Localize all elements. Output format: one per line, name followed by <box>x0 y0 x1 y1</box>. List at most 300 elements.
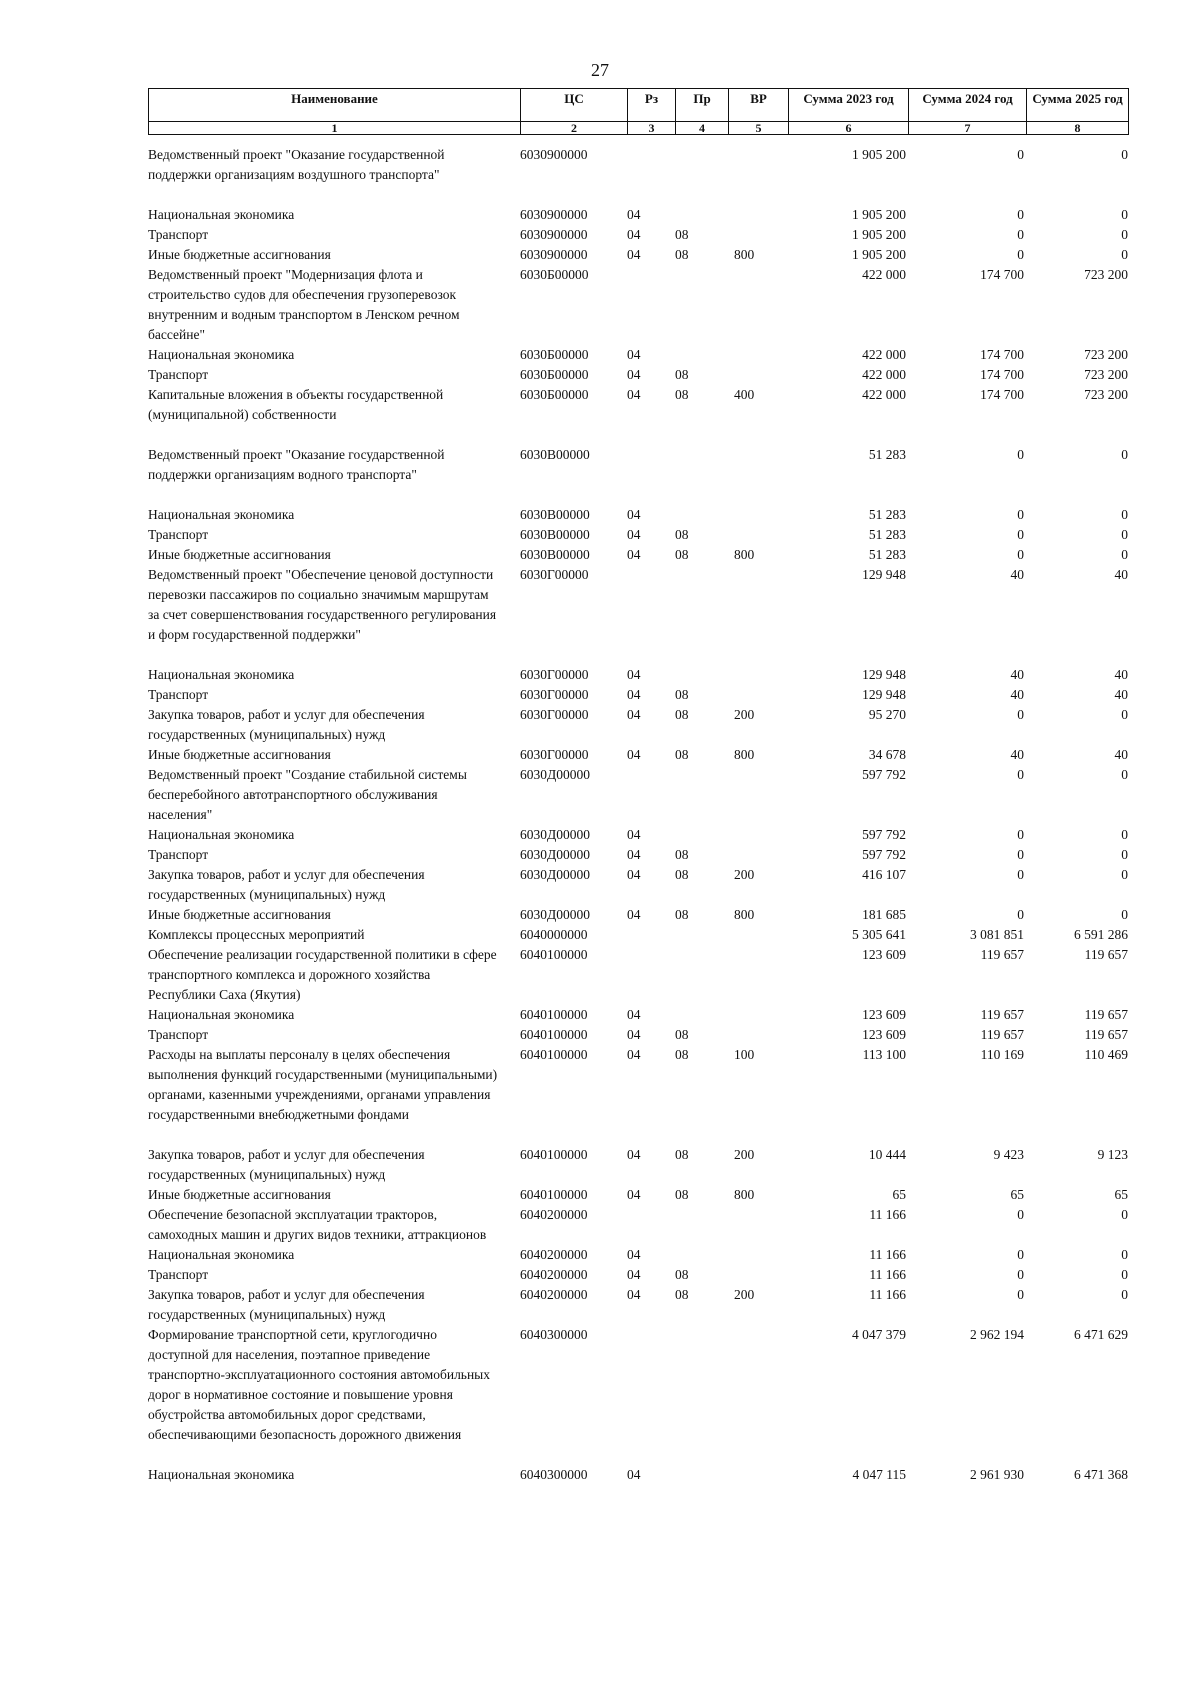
row-vr: 800 <box>734 1187 755 1202</box>
table-body <box>148 145 1128 1485</box>
table-row <box>148 345 1128 365</box>
row-sum-2023: 11 166 <box>869 1287 906 1302</box>
table-row <box>148 505 1128 525</box>
row-name: Национальная экономика <box>148 1467 295 1482</box>
row-rz: 04 <box>627 1147 641 1162</box>
row-name: Закупка товаров, работ и услуг для обеспечения государственных (муниципальных) нужд <box>148 1287 428 1322</box>
row-sum-2024: 40 <box>1010 567 1024 582</box>
row-sum-2023: 1 905 200 <box>852 207 906 222</box>
row-rz <box>627 145 675 185</box>
table-row <box>148 1285 1128 1325</box>
column-number: 1 <box>149 122 521 135</box>
row-sum-2023: 129 948 <box>862 687 906 702</box>
row-sum-2024: 0 <box>1017 227 1024 242</box>
row-pr <box>675 505 728 525</box>
row-cs: 6040100000 <box>520 1047 588 1062</box>
row-sum-2025: 0 <box>1121 527 1128 542</box>
table-row <box>148 665 1128 685</box>
row-vr: 200 <box>734 867 755 882</box>
row-vr <box>728 665 788 685</box>
row-sum-2025: 0 <box>1121 247 1128 262</box>
row-cs: 6040100000 <box>520 1187 588 1202</box>
row-sum-2025: 0 <box>1121 1207 1128 1222</box>
row-cs: 6030900000 <box>520 247 588 262</box>
row-vr: 100 <box>734 1047 755 1062</box>
header-sum-2023: Сумма 2023 год <box>789 89 909 122</box>
table-row <box>148 905 1128 925</box>
row-pr <box>675 145 728 185</box>
row-vr: 800 <box>734 247 755 262</box>
row-cs: 6030Г00000 <box>520 747 589 762</box>
row-pr: 08 <box>675 527 689 542</box>
row-sum-2025: 723 200 <box>1084 367 1128 382</box>
row-pr <box>675 945 728 1005</box>
row-sum-2024: 174 700 <box>980 347 1024 362</box>
page-number: 27 <box>591 60 609 80</box>
row-sum-2025: 0 <box>1121 147 1128 162</box>
row-sum-2024: 119 657 <box>980 947 1024 962</box>
row-vr: 800 <box>734 907 755 922</box>
row-sum-2023: 51 283 <box>868 507 906 522</box>
row-rz <box>627 945 675 1005</box>
row-vr: 200 <box>734 1147 755 1162</box>
row-pr <box>675 1205 728 1245</box>
row-name: Транспорт <box>148 367 209 382</box>
row-cs: 6030Г00000 <box>520 567 589 582</box>
row-sum-2023: 123 609 <box>862 1027 906 1042</box>
row-sum-2025: 0 <box>1121 447 1128 462</box>
row-sum-2023: 422 000 <box>862 387 906 402</box>
row-sum-2023: 10 444 <box>868 1147 906 1162</box>
table-row <box>148 1245 1128 1265</box>
row-name: Ведомственный проект "Создание стабильной системы бесперебойного автотранспортного обслуживания населения" <box>148 767 471 822</box>
table-row <box>148 385 1128 425</box>
row-name: Ведомственный проект "Оказание государственной поддержки организациям воздушного транспорта" <box>148 147 448 182</box>
column-number: 6 <box>789 122 909 135</box>
row-sum-2025: 65 <box>1114 1187 1128 1202</box>
table-row <box>148 225 1128 245</box>
row-sum-2023: 422 000 <box>862 347 906 362</box>
row-cs: 6030900000 <box>520 227 588 242</box>
row-cs: 6030В00000 <box>520 527 590 542</box>
row-sum-2024: 0 <box>1017 527 1024 542</box>
row-name: Ведомственный проект "Модернизация флота и строительство судов для обеспечения грузоперевозок внутренним и водным транспортом в Ленском речном бассейне" <box>148 267 463 342</box>
row-name: Иные бюджетные ассигнования <box>148 547 331 562</box>
row-vr <box>728 505 788 525</box>
row-sum-2024: 174 700 <box>980 367 1024 382</box>
row-cs: 6030Д00000 <box>520 907 590 922</box>
row-name: Иные бюджетные ассигнования <box>148 747 331 762</box>
row-cs: 6030900000 <box>520 147 588 162</box>
row-sum-2023: 1 905 200 <box>852 227 906 242</box>
row-cs: 6040100000 <box>520 947 588 962</box>
row-cs: 6030Г00000 <box>520 687 589 702</box>
row-pr <box>675 1245 728 1265</box>
row-sum-2023: 113 100 <box>862 1047 906 1062</box>
table-row <box>148 365 1128 385</box>
row-sum-2024: 0 <box>1017 447 1024 462</box>
row-sum-2024: 40 <box>1010 667 1024 682</box>
table-row <box>148 1205 1128 1245</box>
row-sum-2023: 34 678 <box>868 747 906 762</box>
row-sum-2025: 723 200 <box>1084 267 1128 282</box>
row-rz: 04 <box>627 907 641 922</box>
row-vr <box>728 1245 788 1265</box>
row-cs: 6040200000 <box>520 1267 588 1282</box>
row-cs: 6030В00000 <box>520 507 590 522</box>
row-rz: 04 <box>627 547 641 562</box>
row-name: Транспорт <box>148 227 209 242</box>
row-pr: 08 <box>675 907 689 922</box>
table-row <box>148 925 1128 945</box>
table-row <box>148 525 1128 545</box>
row-rz: 04 <box>627 707 641 722</box>
row-sum-2025: 119 657 <box>1084 1007 1128 1022</box>
row-sum-2023: 181 685 <box>862 907 906 922</box>
row-sum-2023: 51 283 <box>868 447 906 462</box>
row-rz: 04 <box>627 1287 641 1302</box>
table-row <box>148 545 1128 565</box>
row-sum-2024: 0 <box>1017 707 1024 722</box>
row-pr: 08 <box>675 1287 689 1302</box>
column-number: 5 <box>729 122 789 135</box>
table-row <box>148 765 1128 825</box>
row-cs: 6040100000 <box>520 1027 588 1042</box>
row-pr: 08 <box>675 1187 689 1202</box>
row-pr: 08 <box>675 227 689 242</box>
row-cs: 6030Б00000 <box>520 267 589 282</box>
row-vr <box>728 1465 788 1485</box>
row-sum-2024: 40 <box>1010 747 1024 762</box>
row-sum-2023: 416 107 <box>862 867 906 882</box>
header-vr: ВР <box>729 89 789 122</box>
row-rz: 04 <box>627 527 641 542</box>
header-sum-2025: Сумма 2025 год <box>1027 89 1129 122</box>
row-sum-2023: 11 166 <box>869 1247 906 1262</box>
row-sum-2025: 6 591 286 <box>1074 927 1128 942</box>
row-vr <box>728 525 788 545</box>
row-sum-2024: 174 700 <box>980 267 1024 282</box>
row-vr <box>728 765 788 825</box>
row-rz: 04 <box>627 247 641 262</box>
row-cs: 6030В00000 <box>520 547 590 562</box>
row-pr <box>675 265 728 345</box>
row-pr <box>675 765 728 825</box>
row-rz: 04 <box>627 687 641 702</box>
row-sum-2023: 5 305 641 <box>852 927 906 942</box>
row-rz: 04 <box>627 667 641 682</box>
row-cs: 6040300000 <box>520 1327 588 1342</box>
row-sum-2024: 0 <box>1017 767 1024 782</box>
row-rz: 04 <box>627 1027 641 1042</box>
row-sum-2025: 119 657 <box>1084 1027 1128 1042</box>
row-name: Ведомственный проект "Обеспечение ценовой доступности перевозки пассажиров по социально значимым маршрутам за счет совершенствования государственного регулирования и форм государственной поддержки" <box>148 567 500 642</box>
row-cs: 6030Б00000 <box>520 347 589 362</box>
row-sum-2025: 40 <box>1114 667 1128 682</box>
row-name: Транспорт <box>148 687 209 702</box>
row-sum-2025: 9 123 <box>1097 1147 1128 1162</box>
row-cs: 6030В00000 <box>520 447 590 462</box>
row-sum-2023: 11 166 <box>869 1267 906 1282</box>
row-pr: 08 <box>675 1027 689 1042</box>
row-pr <box>675 1465 728 1485</box>
row-sum-2023: 422 000 <box>862 267 906 282</box>
table-row <box>148 1265 1128 1285</box>
row-name: Комплексы процессных мероприятий <box>148 927 365 942</box>
row-sum-2023: 1 905 200 <box>852 147 906 162</box>
row-sum-2025: 0 <box>1121 827 1128 842</box>
row-rz: 04 <box>627 507 641 522</box>
row-rz: 04 <box>627 227 641 242</box>
row-sum-2025: 6 471 629 <box>1074 1327 1128 1342</box>
row-cs: 6030Д00000 <box>520 867 590 882</box>
column-number: 3 <box>628 122 676 135</box>
row-sum-2024: 9 423 <box>993 1147 1024 1162</box>
row-rz <box>627 445 675 485</box>
row-sum-2023: 129 948 <box>862 567 906 582</box>
row-sum-2023: 4 047 115 <box>852 1467 906 1482</box>
row-name: Закупка товаров, работ и услуг для обеспечения государственных (муниципальных) нужд <box>148 707 428 742</box>
row-rz: 04 <box>627 347 641 362</box>
row-cs: 6040200000 <box>520 1207 588 1222</box>
row-sum-2023: 597 792 <box>862 847 906 862</box>
row-vr <box>728 345 788 365</box>
row-cs: 6030Г00000 <box>520 707 589 722</box>
row-rz: 04 <box>627 827 641 842</box>
row-sum-2025: 40 <box>1114 687 1128 702</box>
row-sum-2025: 0 <box>1121 207 1128 222</box>
row-sum-2025: 0 <box>1121 867 1128 882</box>
row-vr <box>728 205 788 225</box>
row-rz: 04 <box>627 367 641 382</box>
row-sum-2023: 11 166 <box>869 1207 906 1222</box>
row-sum-2023: 1 905 200 <box>852 247 906 262</box>
row-sum-2025: 0 <box>1121 707 1128 722</box>
row-cs: 6040200000 <box>520 1287 588 1302</box>
row-name: Иные бюджетные ассигнования <box>148 907 331 922</box>
row-sum-2025: 0 <box>1121 1267 1128 1282</box>
row-cs: 6040100000 <box>520 1007 588 1022</box>
table-row <box>148 845 1128 865</box>
row-sum-2024: 2 961 930 <box>970 1467 1024 1482</box>
row-pr: 08 <box>675 247 689 262</box>
row-vr: 800 <box>734 747 755 762</box>
table-row <box>148 205 1128 225</box>
row-name: Обеспечение безопасной эксплуатации тракторов, самоходных машин и других видов техники, аттракционов <box>148 1207 487 1242</box>
row-sum-2024: 119 657 <box>980 1007 1024 1022</box>
row-sum-2024: 0 <box>1017 907 1024 922</box>
table-row <box>148 565 1128 645</box>
row-vr <box>728 945 788 1005</box>
row-rz: 04 <box>627 1007 641 1022</box>
row-rz: 04 <box>627 747 641 762</box>
row-sum-2023: 51 283 <box>868 527 906 542</box>
row-pr <box>675 205 728 225</box>
row-rz <box>627 925 675 945</box>
row-pr: 08 <box>675 1047 689 1062</box>
row-rz <box>627 265 675 345</box>
row-vr <box>728 225 788 245</box>
row-cs: 6030Б00000 <box>520 367 589 382</box>
table-row <box>148 945 1128 1005</box>
header-rz: Рз <box>628 89 676 122</box>
row-cs: 6030Д00000 <box>520 827 590 842</box>
table-row <box>148 1325 1128 1445</box>
row-vr: 200 <box>734 707 755 722</box>
row-sum-2024: 0 <box>1017 1287 1024 1302</box>
table-row <box>148 745 1128 765</box>
row-vr: 400 <box>734 387 755 402</box>
row-vr <box>728 265 788 345</box>
row-pr: 08 <box>675 367 689 382</box>
row-rz: 04 <box>627 387 641 402</box>
row-sum-2025: 6 471 368 <box>1074 1467 1128 1482</box>
header-pr: Пр <box>676 89 729 122</box>
row-name: Иные бюджетные ассигнования <box>148 1187 331 1202</box>
row-sum-2025: 723 200 <box>1084 347 1128 362</box>
row-sum-2025: 0 <box>1121 227 1128 242</box>
row-name: Транспорт <box>148 527 209 542</box>
row-pr <box>675 445 728 485</box>
row-vr <box>728 1025 788 1045</box>
row-pr <box>675 925 728 945</box>
table-row <box>148 1025 1128 1045</box>
row-sum-2025: 40 <box>1114 567 1128 582</box>
row-vr <box>728 145 788 185</box>
row-sum-2024: 174 700 <box>980 387 1024 402</box>
table-row <box>148 1145 1128 1185</box>
column-number: 7 <box>909 122 1027 135</box>
row-name: Национальная экономика <box>148 827 295 842</box>
row-name: Транспорт <box>148 1267 209 1282</box>
row-sum-2025: 0 <box>1121 507 1128 522</box>
table-row <box>148 265 1128 345</box>
row-pr <box>675 665 728 685</box>
row-name: Национальная экономика <box>148 1007 295 1022</box>
row-sum-2024: 0 <box>1017 847 1024 862</box>
row-sum-2023: 51 283 <box>868 547 906 562</box>
table-row <box>148 825 1128 845</box>
row-sum-2024: 2 962 194 <box>970 1327 1024 1342</box>
row-sum-2024: 0 <box>1017 1267 1024 1282</box>
row-vr <box>728 365 788 385</box>
row-sum-2024: 3 081 851 <box>970 927 1024 942</box>
row-cs: 6030Д00000 <box>520 767 590 782</box>
row-sum-2025: 723 200 <box>1084 387 1128 402</box>
row-pr: 08 <box>675 687 689 702</box>
row-name: Ведомственный проект "Оказание государственной поддержки организациям водного транспорта" <box>148 447 448 482</box>
row-vr: 200 <box>734 1287 755 1302</box>
row-cs: 6030Г00000 <box>520 667 589 682</box>
row-pr: 08 <box>675 847 689 862</box>
table-row <box>148 245 1128 265</box>
row-name: Формирование транспортной сети, круглогодично доступной для населения, поэтапное приведение транспортно-эксплуатационного состояния автомобильных дорог в нормативное состояние и повышение уровня обустройства автомобильных дорог средствами, обеспечивающими безопасность дорожного движения <box>148 1327 494 1442</box>
row-name: Обеспечение реализации государственной политики в сфере транспортного комплекса и дорожного хозяйства Республики Саха (Якутия) <box>148 947 500 1002</box>
row-cs: 6030Б00000 <box>520 387 589 402</box>
row-sum-2025: 0 <box>1121 907 1128 922</box>
row-name: Иные бюджетные ассигнования <box>148 247 331 262</box>
row-rz: 04 <box>627 207 641 222</box>
row-sum-2023: 65 <box>892 1187 906 1202</box>
row-vr <box>728 1325 788 1445</box>
row-sum-2023: 95 270 <box>868 707 906 722</box>
row-vr <box>728 1005 788 1025</box>
row-sum-2023: 129 948 <box>862 667 906 682</box>
row-vr <box>728 445 788 485</box>
table-row <box>148 705 1128 745</box>
row-pr: 08 <box>675 547 689 562</box>
row-sum-2024: 0 <box>1017 507 1024 522</box>
row-cs: 6040200000 <box>520 1247 588 1262</box>
row-rz: 04 <box>627 867 641 882</box>
header-cs: ЦС <box>521 89 628 122</box>
row-sum-2024: 110 169 <box>980 1047 1024 1062</box>
row-rz: 04 <box>627 1187 641 1202</box>
row-pr <box>675 565 728 645</box>
row-sum-2024: 0 <box>1017 1247 1024 1262</box>
row-cs: 6040000000 <box>520 927 588 942</box>
row-name: Транспорт <box>148 1027 209 1042</box>
row-rz: 04 <box>627 1047 641 1062</box>
row-sum-2023: 597 792 <box>862 767 906 782</box>
row-sum-2024: 40 <box>1010 687 1024 702</box>
row-cs: 6040100000 <box>520 1147 588 1162</box>
row-vr <box>728 565 788 645</box>
row-sum-2024: 0 <box>1017 147 1024 162</box>
row-name: Расходы на выплаты персоналу в целях обеспечения выполнения функций государственными (муниципальными) органами, казенными учреждениями, органами управления государственными внебюджетными фондами <box>148 1047 501 1122</box>
row-pr <box>675 1005 728 1025</box>
row-vr <box>728 845 788 865</box>
row-pr <box>675 1325 728 1445</box>
row-pr: 08 <box>675 387 689 402</box>
row-sum-2025: 40 <box>1114 747 1128 762</box>
row-sum-2023: 123 609 <box>862 1007 906 1022</box>
row-cs: 6040300000 <box>520 1467 588 1482</box>
row-name: Национальная экономика <box>148 347 295 362</box>
row-pr: 08 <box>675 1267 689 1282</box>
row-pr: 08 <box>675 867 689 882</box>
row-vr <box>728 685 788 705</box>
row-name: Национальная экономика <box>148 507 295 522</box>
column-number: 4 <box>676 122 729 135</box>
row-vr: 800 <box>734 547 755 562</box>
table-row <box>148 145 1128 185</box>
table-header <box>148 88 1128 135</box>
table-row <box>148 685 1128 705</box>
column-number: 2 <box>521 122 628 135</box>
row-cs: 6030900000 <box>520 207 588 222</box>
row-rz <box>627 565 675 645</box>
row-sum-2025: 0 <box>1121 1287 1128 1302</box>
row-vr <box>728 1205 788 1245</box>
row-sum-2025: 0 <box>1121 847 1128 862</box>
row-sum-2025: 0 <box>1121 1247 1128 1262</box>
row-sum-2025: 0 <box>1121 767 1128 782</box>
row-pr <box>675 345 728 365</box>
row-sum-2023: 4 047 379 <box>852 1327 906 1342</box>
row-pr <box>675 825 728 845</box>
header-sum-2024: Сумма 2024 год <box>909 89 1027 122</box>
row-rz <box>627 765 675 825</box>
row-vr <box>728 825 788 845</box>
row-name: Закупка товаров, работ и услуг для обеспечения государственных (муниципальных) нужд <box>148 1147 428 1182</box>
row-rz: 04 <box>627 1247 641 1262</box>
row-sum-2024: 65 <box>1010 1187 1024 1202</box>
table-row <box>148 865 1128 905</box>
row-name: Закупка товаров, работ и услуг для обеспечения государственных (муниципальных) нужд <box>148 867 428 902</box>
row-rz <box>627 1325 675 1445</box>
row-sum-2024: 0 <box>1017 247 1024 262</box>
